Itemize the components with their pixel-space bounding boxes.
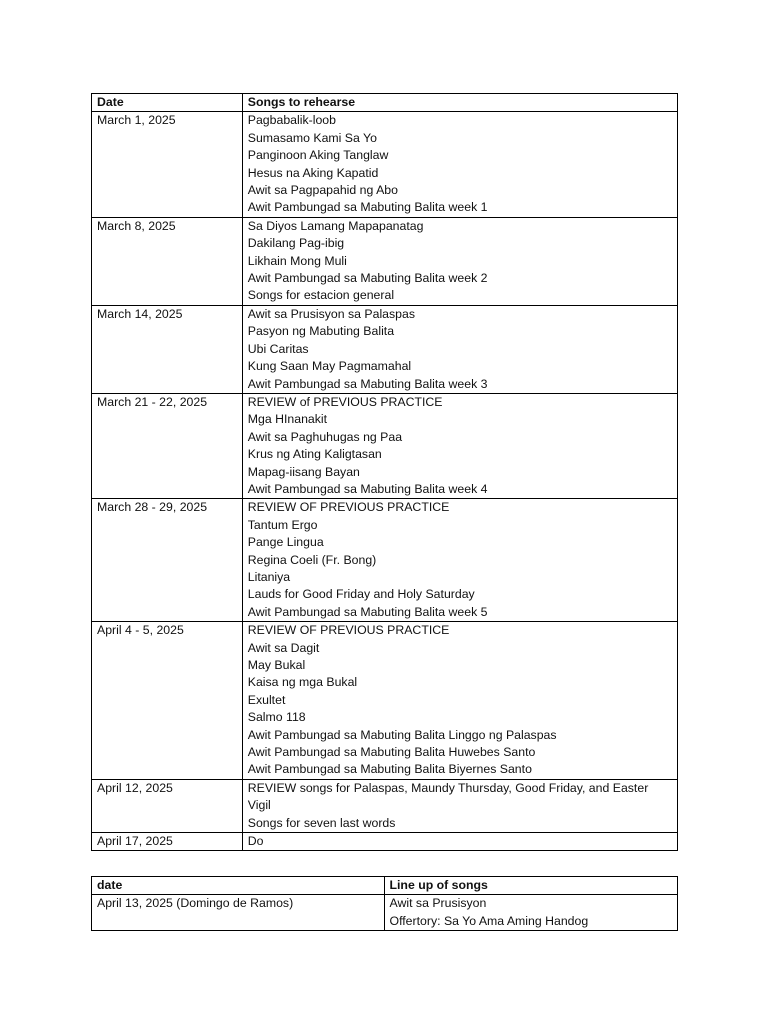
song-item: Ubi Caritas [247,341,309,356]
song-item: Awit Pambungad sa Mabuting Balita week 1 [247,200,488,215]
song-item: Pagbabalik-loob [247,113,336,128]
song-item: Mapag-iisang Bayan [247,464,360,479]
song-item: REVIEW OF PREVIOUS PRACTICE [247,623,450,638]
table-row [92,305,678,393]
song-item: Kaisa ng mga Bukal [247,675,358,690]
song-item: Pange Lingua [247,535,324,550]
songs-cell [242,217,677,305]
song-item: Awit sa Prusisyon [389,896,487,911]
header-date: date [92,877,385,895]
song-item: Likhain Mong Muli [247,253,347,268]
table-row [92,895,678,931]
song-item: Awit sa Paghuhugas ng Paa [247,429,403,444]
song-item: Tantum Ergo [247,517,318,532]
song-item: Regina Coeli (Fr. Bong) [247,552,377,567]
song-item: Awit Pambungad sa Mabuting Balita week 5 [247,604,488,619]
table-row [92,217,678,305]
songs-cell [242,833,677,851]
song-item: Lauds for Good Friday and Holy Saturday [247,587,475,602]
songs-cell [242,112,677,217]
song-item: Mga HInanakit [247,412,328,427]
songs-cell [242,393,677,498]
table-header-row [92,94,678,112]
song-item: Sumasamo Kami Sa Yo [247,130,377,145]
date-cell: April 17, 2025 [92,833,243,851]
song-item: Krus ng Ating Kaligtasan [247,447,382,462]
song-item: Awit sa Pagpapahid ng Abo [247,183,398,198]
song-item: Songs for estacion general [247,288,395,303]
table-row [92,112,678,217]
date-cell: April 12, 2025 [92,779,243,832]
song-item: Exultet [247,692,286,707]
song-item: Awit Pambungad sa Mabuting Balita Huwebes Santo [247,745,536,760]
song-item: Sa Diyos Lamang Mapapanatag [247,218,424,233]
song-item: Hesus na Aking Kapatid [247,165,379,180]
song-item: Awit Pambungad sa Mabuting Balita week 3 [247,376,488,391]
song-item: Awit sa Dagit [247,640,320,655]
header-lineup: Line up of songs [384,877,678,895]
table-row [92,779,678,832]
song-item: Dakilang Pag-ibig [247,236,345,251]
songs-cell [242,305,677,393]
song-item: REVIEW of PREVIOUS PRACTICE [247,394,443,409]
table-row [92,622,678,780]
song-item: Kung Saan May Pagmamahal [247,359,412,374]
song-item: Salmo 118 [247,710,306,725]
song-item: May Bukal [247,658,306,672]
song-item: Pasyon ng Mabuting Balita [247,324,395,339]
song-item: Panginoon Aking Tanglaw [247,148,389,163]
song-item: Litaniya [247,569,291,584]
song-item: Awit sa Prusisyon sa Palaspas [247,306,415,321]
songs-cell [242,779,677,832]
date-cell: March 28 - 29, 2025 [92,499,243,622]
date-cell: March 21 - 22, 2025 [92,393,243,498]
song-item: REVIEW OF PREVIOUS PRACTICE [247,500,450,515]
song-item: Offertory: Sa Yo Ama Aming Handog [389,913,589,928]
song-lineup-table [91,876,678,931]
date-cell: March 8, 2025 [92,217,243,305]
songs-cell [242,622,677,780]
table-row [92,393,678,498]
table-header-row [92,877,678,895]
song-item: Awit Pambungad sa Mabuting Balita week 2 [247,271,488,286]
table-row [92,499,678,622]
song-item: Awit Pambungad sa Mabuting Balita Biyernes Santo [247,762,532,777]
song-item: REVIEW songs for Palaspas, Maundy Thursday, Good Friday, and Easter Vigil [247,780,649,813]
date-cell: March 14, 2025 [92,305,243,393]
song-item: Do [247,834,264,849]
rehearsal-schedule-table [91,93,678,851]
date-cell: April 4 - 5, 2025 [92,622,243,780]
songs-cell [384,895,678,931]
song-item: Awit Pambungad sa Mabuting Balita Linggo ng Palaspas [247,727,557,742]
songs-cell [242,499,677,622]
table-row [92,833,678,851]
header-songs: Songs to rehearse [242,94,677,112]
song-item: Awit Pambungad sa Mabuting Balita week 4 [247,481,488,496]
date-cell: March 1, 2025 [92,112,243,217]
header-date: Date [92,94,243,112]
song-item: Songs for seven last words [247,815,396,830]
date-cell: April 13, 2025 (Domingo de Ramos) [92,895,385,931]
